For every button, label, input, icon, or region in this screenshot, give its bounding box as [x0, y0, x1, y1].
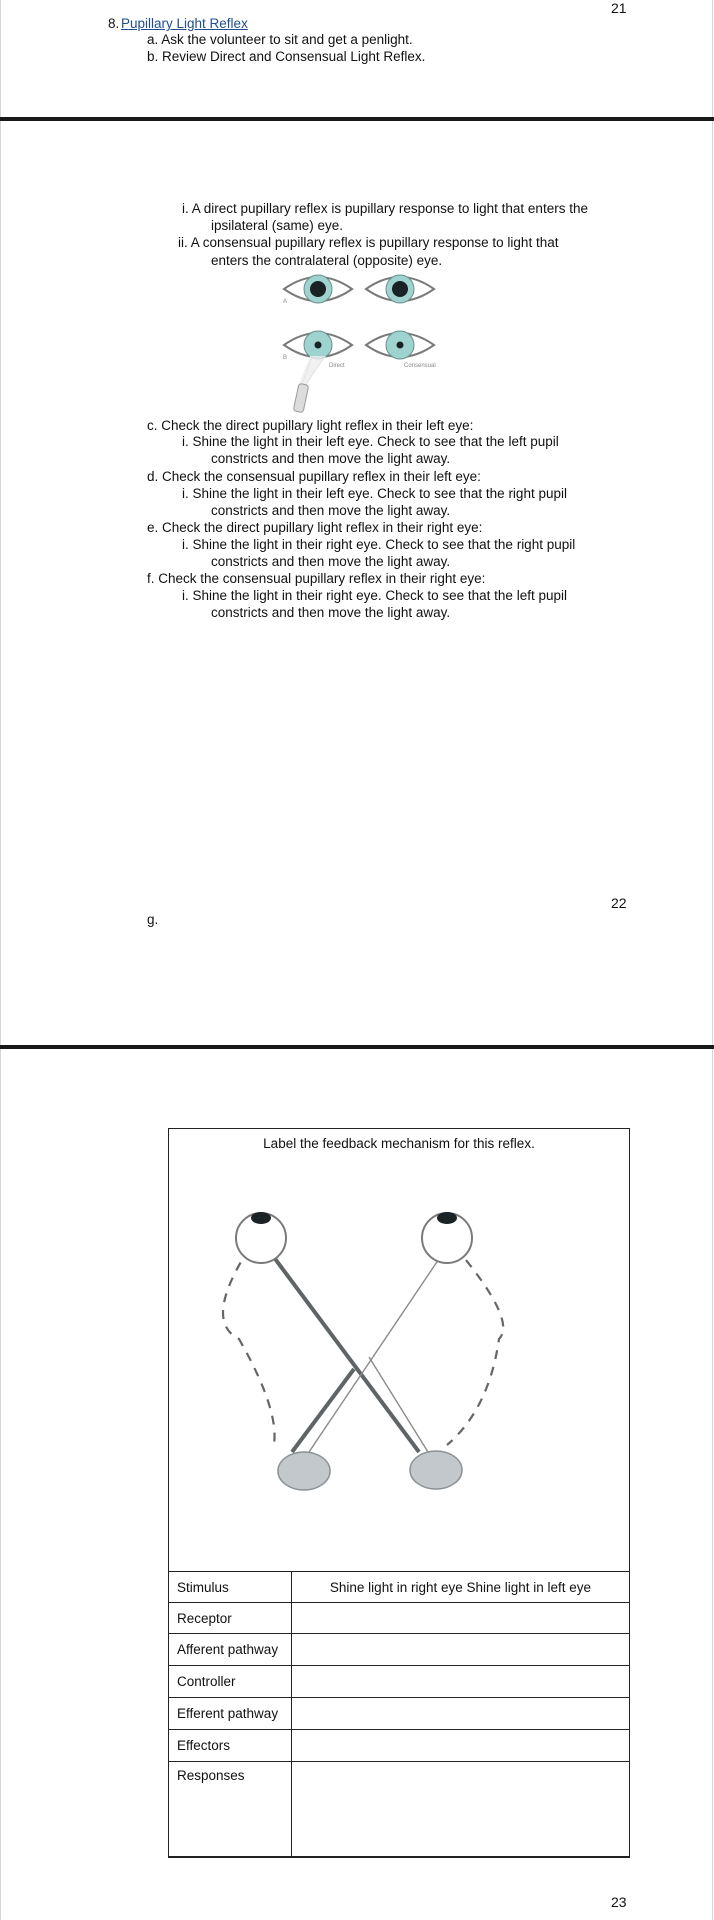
definition-consensual-line1: ii. A consensual pupillary reflex is pupillary response to light that — [178, 235, 559, 250]
page-divider — [0, 117, 714, 121]
page-number-22: 22 — [611, 895, 627, 911]
eye-left — [236, 1212, 286, 1263]
page-number-23: 23 — [611, 1894, 627, 1910]
reflex-pathway-diagram — [219, 1209, 579, 1519]
definition-direct-line2: ipsilateral (same) eye. — [211, 218, 344, 233]
row-label-afferent-pathway: Afferent pathway — [169, 1634, 292, 1666]
eye-right — [422, 1212, 472, 1263]
table-row — [169, 1634, 630, 1666]
page-number-21: 21 — [611, 0, 627, 16]
definition-direct-line1: i. A direct pupillary reflex is pupillary response to light that enters the — [182, 201, 588, 216]
eye-label-a: A — [283, 299, 288, 305]
eye-b-left — [284, 331, 352, 359]
feedback-panel-title: Label the feedback mechanism for this reflex. — [263, 1136, 535, 1151]
afferent-left-dashed — [223, 1234, 275, 1444]
table-row — [169, 1762, 630, 1857]
thick-pathway-to-left-nucleus — [292, 1369, 354, 1452]
step-a: a. Ask the volunteer to sit and get a penlight. — [147, 32, 413, 47]
table-row — [169, 1603, 630, 1634]
table-row — [169, 1572, 630, 1603]
table-row — [169, 1730, 630, 1762]
table-row — [169, 1698, 630, 1730]
row-value-responses[interactable] — [292, 1762, 630, 1857]
row-value-afferent-pathway[interactable] — [292, 1634, 630, 1666]
step-d-i-line1: i. Shine the light in their left eye. Check to see that the right pupil — [182, 486, 567, 501]
thick-pathway-left-eye — [264, 1244, 419, 1452]
step-f-i-line1: i. Shine the light in their right eye. Check to see that the left pupil — [182, 588, 567, 603]
eye-a-left — [284, 275, 352, 303]
row-value-efferent-pathway[interactable] — [292, 1698, 630, 1730]
eye-a-right — [366, 275, 434, 303]
eye-label-direct: Direct — [329, 363, 345, 369]
step-e-i-line1: i. Shine the light in their right eye. Check to see that the right pupil — [182, 537, 576, 552]
row-label-receptor: Receptor — [169, 1603, 292, 1634]
step-f-i-line2: constricts and then move the light away. — [211, 605, 451, 620]
feedback-table — [168, 1571, 630, 1857]
row-value-effectors[interactable] — [292, 1730, 630, 1762]
row-label-controller: Controller — [169, 1666, 292, 1698]
step-f: f. Check the consensual pupillary reflex in their right eye: — [147, 571, 486, 586]
row-label-stimulus: Stimulus — [169, 1572, 292, 1603]
step-d-i-line2: constricts and then move the light away. — [211, 503, 451, 518]
nucleus-left — [278, 1452, 330, 1490]
thin-pathway-to-right-nucleus — [369, 1357, 428, 1452]
eye-b-right — [366, 331, 434, 359]
row-value-stimulus[interactable]: Shine light in right eye Shine light in left eye — [292, 1572, 630, 1603]
step-g: g. — [147, 912, 159, 927]
row-value-receptor[interactable] — [292, 1603, 630, 1634]
thin-pathway-right-eye — [309, 1244, 449, 1452]
row-label-effectors: Effectors — [169, 1730, 292, 1762]
nucleus-right — [410, 1451, 462, 1489]
row-value-controller[interactable] — [292, 1666, 630, 1698]
page-divider — [0, 1045, 714, 1049]
pupil-reflex-illustration — [276, 268, 446, 416]
step-c-i-line1: i. Shine the light in their left eye. Check to see that the left pupil — [182, 434, 559, 449]
eye-label-consensual: Consensual — [404, 363, 436, 369]
step-c: c. Check the direct pupillary light reflex in their left eye: — [147, 418, 474, 433]
row-label-efferent-pathway: Efferent pathway — [169, 1698, 292, 1730]
section-number: 8. — [108, 16, 120, 31]
section-title-link[interactable]: Pupillary Light Reflex — [121, 16, 248, 31]
row-label-responses: Responses — [169, 1762, 292, 1857]
step-d: d. Check the consensual pupillary reflex in their left eye: — [147, 469, 481, 484]
table-row — [169, 1666, 630, 1698]
eye-label-b: B — [283, 355, 288, 361]
step-b: b. Review Direct and Consensual Light Reflex. — [147, 49, 426, 64]
penlight-icon — [293, 356, 326, 413]
step-e: e. Check the direct pupillary light reflex in their right eye: — [147, 520, 483, 535]
step-c-i-line2: constricts and then move the light away. — [211, 451, 451, 466]
step-e-i-line2: constricts and then move the light away. — [211, 554, 451, 569]
feedback-mechanism-panel — [168, 1128, 630, 1858]
definition-consensual-line2: enters the contralateral (opposite) eye. — [211, 253, 443, 268]
afferent-right-dashed — [444, 1234, 503, 1445]
